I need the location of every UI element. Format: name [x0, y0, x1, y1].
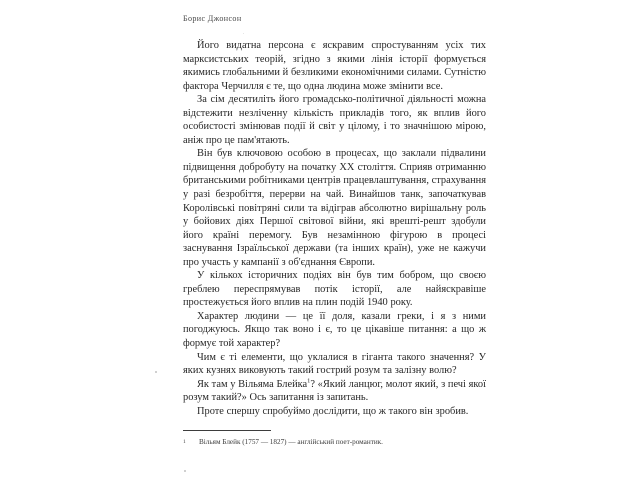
- footnote-reference[interactable]: 1: [307, 377, 311, 385]
- scan-speckle: [184, 470, 186, 472]
- paragraph-text: Як там у Вільяма Блейка$^1$? «Який ланцюг, молот який, з печі якої розум такий?» Ось запитання із запитань.: [183, 377, 486, 404]
- footnote-area: [183, 430, 486, 447]
- paragraph: У кількох історичних подіях він був тим бобром, що своєю греблею переспрямував потік історії, але найяскравіше простежується його вплив на плин подій 1940 року.: [183, 270, 486, 309]
- paragraph: Він був ключовою особою в процесах, що заклали підвалини підвищення добробуту на початку XX століття. Сприяв отриманню британськими робітниками центрів працевлаштування, страхування у разі безробіття, перерви на чай. Винайшов танк, започаткував Королівські повітряні сили та відіграв абсолютно вирішальну роль у бойових діях Першої світової війни, які врешті-решт здобули його країні перемогу. Був незамінною фігурою в процесі заснування Ізраїльської держави (та інших країн), уже не кажучи про участь у кампанії з об'єднання Європи.: [183, 148, 486, 268]
- footnote: [183, 438, 486, 447]
- scan-speckle: [243, 33, 244, 34]
- footnote-text: Вільям Блейк (1757 — 1827) — англійський поет-романтик.: [199, 438, 383, 446]
- paragraph: Його видатна персона є яскравим спростуванням усіх тих марксистських теорій, згідно з якими лінія історії формується якимись глобальними й безликими економічними силами. Сутністю фактора Черчилля є те, що одна людина може змінити все.: [183, 40, 486, 92]
- paragraph: Чим є ті елементи, що уклалися в гіганта такого значення? У яких кузнях виковують такий гострий розум та залізну волю?: [183, 351, 486, 377]
- running-header: Борис Джонсон: [183, 14, 242, 23]
- paragraph-with-footnote-ref: [183, 378, 486, 405]
- footnote-separator-rule: [183, 430, 271, 431]
- paragraph: За сім десятиліть його громадсько-політичної діяльності можна відстежити незліченну кількість прикладів того, як вплив його особистості змінював події й світ у цілому, і то значнішою мірою, аніж про це пам'ятають.: [183, 94, 486, 146]
- paragraph: Характер людини — це її доля, казали греки, і я з ними погоджуюсь. Якщо так воно і є, то це цікавіше питання: а що ж формує той характер?: [183, 310, 486, 350]
- footnote-number: 1: [183, 439, 186, 445]
- scan-speckle: [155, 371, 157, 373]
- paragraph: Проте спершу спробуймо дослідити, що ж такого він зробив.: [197, 405, 469, 417]
- body-text-block: [183, 39, 486, 418]
